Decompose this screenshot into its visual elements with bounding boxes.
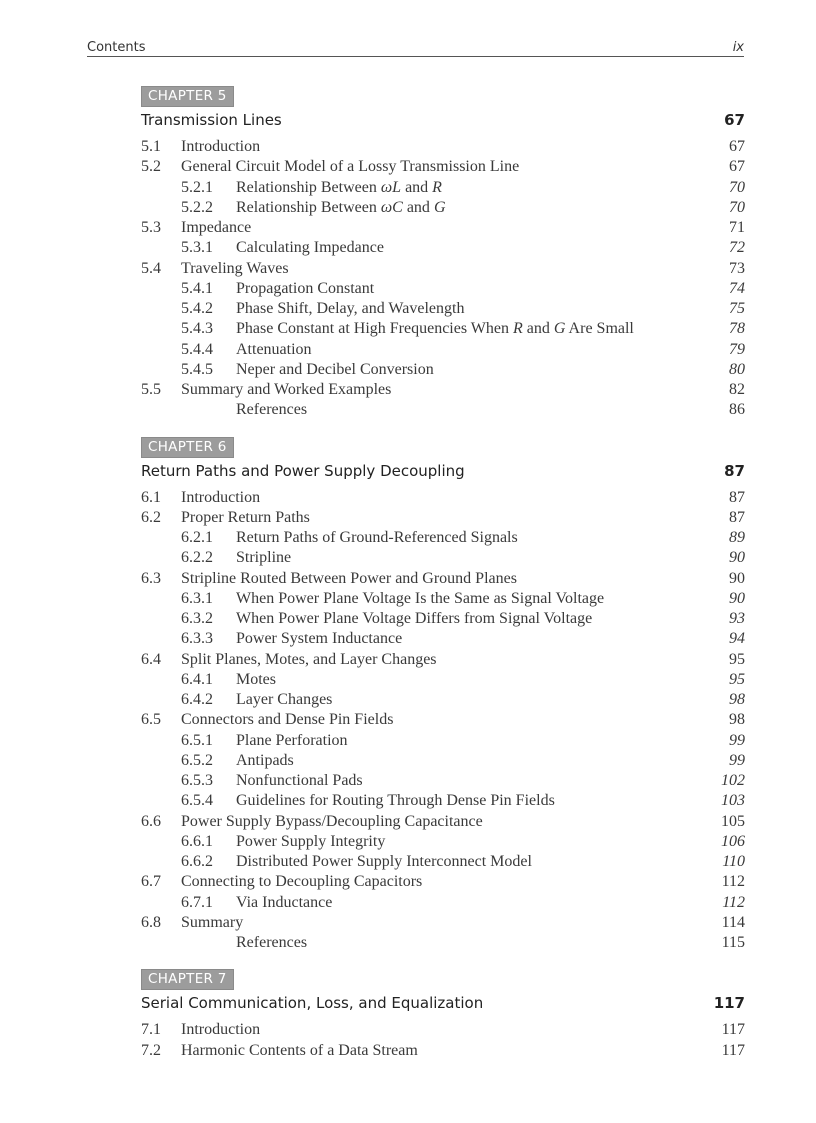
section-title: General Circuit Model of a Lossy Transmission Line bbox=[181, 158, 520, 176]
section-number: 5.4.2 bbox=[181, 300, 213, 317]
toc-entry[interactable] bbox=[141, 218, 745, 238]
section-number: 5.3 bbox=[141, 219, 161, 236]
section-title: Power System Inductance bbox=[236, 630, 403, 648]
section-title: Calculating Impedance bbox=[236, 239, 384, 257]
section-page-number: 87 bbox=[729, 508, 745, 526]
section-page-number: 106 bbox=[721, 832, 745, 850]
chapter-page-number: 87 bbox=[724, 461, 745, 480]
section-title: Introduction bbox=[181, 488, 261, 506]
section-page-number: 80 bbox=[729, 360, 745, 378]
section-page-number: 93 bbox=[729, 610, 745, 627]
section-page-number: 82 bbox=[729, 381, 745, 398]
section-title: Harmonic Contents of a Data Stream bbox=[181, 1041, 418, 1059]
chapter-title-row[interactable] bbox=[141, 111, 745, 133]
section-number: 6.5 bbox=[141, 711, 161, 729]
section-page-number: 103 bbox=[721, 792, 745, 810]
chapter-title: Return Paths and Power Supply Decoupling bbox=[141, 461, 465, 480]
toc-entry[interactable] bbox=[141, 279, 745, 299]
toc-entry[interactable] bbox=[141, 528, 745, 548]
chapter-badge: CHAPTER 7 bbox=[141, 969, 234, 990]
section-title: Plane Perforation bbox=[236, 731, 348, 749]
toc-entry[interactable] bbox=[141, 751, 745, 771]
section-page-number: 110 bbox=[722, 853, 745, 870]
section-title: Connectors and Dense Pin Fields bbox=[181, 711, 394, 729]
section-number: 6.3.2 bbox=[181, 610, 213, 627]
toc-entry[interactable] bbox=[141, 852, 745, 872]
section-title: Neper and Decibel Conversion bbox=[236, 360, 434, 378]
section-page-number: 95 bbox=[729, 670, 745, 688]
toc-entry[interactable] bbox=[141, 340, 745, 360]
toc-entry[interactable] bbox=[141, 893, 745, 913]
section-number: 6.7.1 bbox=[181, 893, 213, 911]
section-page-number: 78 bbox=[729, 320, 745, 338]
toc-entry[interactable] bbox=[141, 178, 745, 198]
section-number: 6.8 bbox=[141, 913, 161, 931]
section-title: Relationship Between ωC and G bbox=[236, 198, 446, 216]
toc-entry[interactable] bbox=[141, 569, 745, 589]
section-number: 6.2.1 bbox=[181, 529, 213, 546]
section-title: Phase Shift, Delay, and Wavelength bbox=[236, 300, 465, 317]
section-page-number: 117 bbox=[721, 1021, 745, 1039]
toc-entry[interactable] bbox=[141, 710, 745, 730]
section-title: Via Inductance bbox=[236, 893, 333, 911]
section-page-number: 75 bbox=[729, 300, 745, 317]
section-number: 6.6.1 bbox=[181, 832, 213, 850]
section-title: When Power Plane Voltage Differs from Signal Voltage bbox=[236, 610, 593, 627]
chapter-badge: CHAPTER 5 bbox=[141, 86, 234, 107]
section-page-number: 105 bbox=[721, 812, 745, 830]
toc-entry[interactable] bbox=[141, 670, 745, 690]
section-title: Layer Changes bbox=[236, 691, 333, 708]
chapter-title: Transmission Lines bbox=[141, 111, 282, 129]
section-number: 5.2.1 bbox=[181, 178, 213, 196]
toc-entry[interactable] bbox=[141, 731, 745, 751]
toc-entry[interactable] bbox=[141, 299, 745, 319]
toc-entry[interactable] bbox=[141, 933, 745, 953]
section-page-number: 115 bbox=[721, 934, 745, 951]
toc-entry[interactable] bbox=[141, 198, 745, 218]
section-title: Propagation Constant bbox=[236, 279, 375, 297]
section-page-number: 112 bbox=[721, 873, 745, 891]
section-page-number: 90 bbox=[729, 549, 745, 567]
section-number: 5.4.5 bbox=[181, 360, 213, 378]
section-title: Summary bbox=[181, 913, 244, 931]
chapter-badge: CHAPTER 6 bbox=[141, 437, 234, 458]
toc-entry[interactable] bbox=[141, 913, 745, 933]
section-number: 6.1 bbox=[141, 488, 161, 506]
section-title: Power Supply Integrity bbox=[236, 832, 386, 850]
section-number: 6.3.3 bbox=[181, 630, 213, 648]
section-page-number: 67 bbox=[729, 138, 745, 155]
section-title: Stripline Routed Between Power and Ground Planes bbox=[181, 569, 517, 587]
toc-entry[interactable] bbox=[141, 1041, 745, 1061]
toc-entry[interactable] bbox=[141, 508, 745, 528]
toc-entry[interactable] bbox=[141, 1020, 745, 1040]
section-number: 6.2.2 bbox=[181, 549, 213, 567]
page-number: ix bbox=[732, 40, 744, 55]
chapter-title-row[interactable] bbox=[141, 462, 745, 484]
toc-entry[interactable] bbox=[141, 650, 745, 670]
section-title: Guidelines for Routing Through Dense Pin Fields bbox=[236, 792, 555, 810]
toc-entry[interactable] bbox=[141, 812, 745, 832]
chapter-page-number: 117 bbox=[713, 994, 745, 1013]
toc-entry[interactable] bbox=[141, 589, 745, 609]
section-page-number: 87 bbox=[729, 488, 745, 506]
chapter-title: Serial Communication, Loss, and Equalization bbox=[141, 994, 484, 1013]
section-number: 6.3.1 bbox=[181, 589, 213, 607]
section-number: 6.4.2 bbox=[181, 691, 213, 708]
section-title: Connecting to Decoupling Capacitors bbox=[181, 873, 423, 891]
toc-entry[interactable] bbox=[141, 690, 745, 710]
chapter-section bbox=[141, 437, 745, 954]
section-page-number: 94 bbox=[729, 630, 745, 648]
section-page-number: 86 bbox=[729, 401, 745, 419]
section-number: 5.3.1 bbox=[181, 239, 213, 257]
section-page-number: 73 bbox=[729, 259, 745, 277]
section-title: References bbox=[236, 401, 308, 419]
section-number: 6.4.1 bbox=[181, 670, 213, 688]
toc-entry[interactable] bbox=[141, 548, 745, 568]
section-title: Impedance bbox=[181, 219, 252, 236]
toc-entry[interactable] bbox=[141, 238, 745, 258]
section-title: Stripline bbox=[236, 549, 292, 567]
toc-entry[interactable] bbox=[141, 360, 745, 380]
section-number: 5.1 bbox=[141, 138, 161, 155]
section-number: 5.4 bbox=[141, 259, 161, 277]
section-title: Relationship Between ωL and R bbox=[236, 178, 442, 196]
section-title: Phase Constant at High Frequencies When R and G Are Small bbox=[236, 320, 634, 338]
toc-entry[interactable] bbox=[141, 832, 745, 852]
section-number: 5.2.2 bbox=[181, 198, 213, 216]
section-page-number: 98 bbox=[729, 711, 745, 729]
section-number: 6.5.2 bbox=[181, 751, 213, 769]
section-title: Return Paths of Ground-Referenced Signals bbox=[236, 529, 518, 546]
chapter-page-number: 67 bbox=[724, 111, 745, 129]
section-page-number: 90 bbox=[729, 589, 745, 607]
toc-entry[interactable] bbox=[141, 380, 745, 400]
section-number: 7.2 bbox=[141, 1041, 161, 1059]
section-number: 6.3 bbox=[141, 569, 161, 587]
section-title: When Power Plane Voltage Is the Same as Signal Voltage bbox=[236, 589, 605, 607]
toc-entry[interactable] bbox=[141, 872, 745, 892]
running-head-title: Contents bbox=[87, 40, 146, 55]
section-page-number: 95 bbox=[729, 650, 745, 668]
section-title: Power Supply Bypass/Decoupling Capacitance bbox=[181, 812, 483, 830]
section-page-number: 72 bbox=[729, 239, 745, 257]
toc-entry[interactable] bbox=[141, 259, 745, 279]
section-title: References bbox=[236, 934, 308, 951]
section-title: Proper Return Paths bbox=[181, 508, 310, 526]
section-page-number: 70 bbox=[729, 178, 745, 196]
section-number: 5.4.3 bbox=[181, 320, 213, 338]
section-number: 5.4.1 bbox=[181, 279, 213, 297]
section-number: 6.2 bbox=[141, 508, 161, 526]
section-page-number: 67 bbox=[729, 158, 745, 176]
toc-entry[interactable] bbox=[141, 488, 745, 508]
toc-entry[interactable] bbox=[141, 629, 745, 649]
section-number: 5.2 bbox=[141, 158, 161, 176]
toc-entry[interactable] bbox=[141, 400, 745, 420]
section-number: 5.5 bbox=[141, 381, 161, 398]
toc-entry[interactable] bbox=[141, 771, 745, 791]
section-title: Traveling Waves bbox=[181, 259, 289, 277]
section-page-number: 89 bbox=[729, 529, 745, 546]
section-title: Attenuation bbox=[236, 340, 312, 358]
toc-entry[interactable] bbox=[141, 609, 745, 629]
section-page-number: 79 bbox=[729, 340, 745, 358]
section-page-number: 99 bbox=[729, 751, 745, 769]
section-title: Nonfunctional Pads bbox=[236, 772, 363, 789]
section-title: Introduction bbox=[181, 1021, 261, 1039]
toc-entry[interactable] bbox=[141, 791, 745, 811]
section-page-number: 74 bbox=[729, 279, 745, 297]
toc-entry[interactable] bbox=[141, 137, 745, 157]
toc-entry[interactable] bbox=[141, 319, 745, 339]
section-number: 6.5.1 bbox=[181, 731, 213, 749]
chapter-title-row[interactable] bbox=[141, 994, 745, 1016]
section-title: Split Planes, Motes, and Layer Changes bbox=[181, 650, 437, 668]
chapter-section bbox=[141, 969, 745, 1061]
chapter-section bbox=[141, 86, 745, 421]
section-title: Summary and Worked Examples bbox=[181, 381, 392, 398]
section-number: 6.4 bbox=[141, 650, 161, 668]
section-title: Distributed Power Supply Interconnect Model bbox=[236, 853, 532, 870]
section-number: 6.6.2 bbox=[181, 853, 213, 870]
section-page-number: 70 bbox=[729, 198, 745, 216]
section-title: Motes bbox=[236, 670, 276, 688]
section-number: 6.6 bbox=[141, 812, 161, 830]
section-page-number: 102 bbox=[721, 772, 745, 789]
section-page-number: 98 bbox=[729, 691, 745, 708]
running-head bbox=[87, 38, 744, 57]
section-page-number: 117 bbox=[721, 1041, 745, 1059]
section-number: 6.7 bbox=[141, 873, 161, 891]
section-number: 5.4.4 bbox=[181, 340, 213, 358]
section-title: Introduction bbox=[181, 138, 261, 155]
section-page-number: 71 bbox=[729, 219, 745, 236]
section-title: Antipads bbox=[236, 751, 294, 769]
section-page-number: 99 bbox=[729, 731, 745, 749]
section-number: 7.1 bbox=[141, 1021, 161, 1039]
section-page-number: 114 bbox=[721, 913, 745, 931]
section-page-number: 112 bbox=[722, 893, 745, 911]
table-of-contents bbox=[141, 86, 745, 1077]
toc-entry[interactable] bbox=[141, 157, 745, 177]
section-number: 6.5.4 bbox=[181, 792, 213, 810]
section-page-number: 90 bbox=[729, 569, 745, 587]
section-number: 6.5.3 bbox=[181, 772, 213, 789]
